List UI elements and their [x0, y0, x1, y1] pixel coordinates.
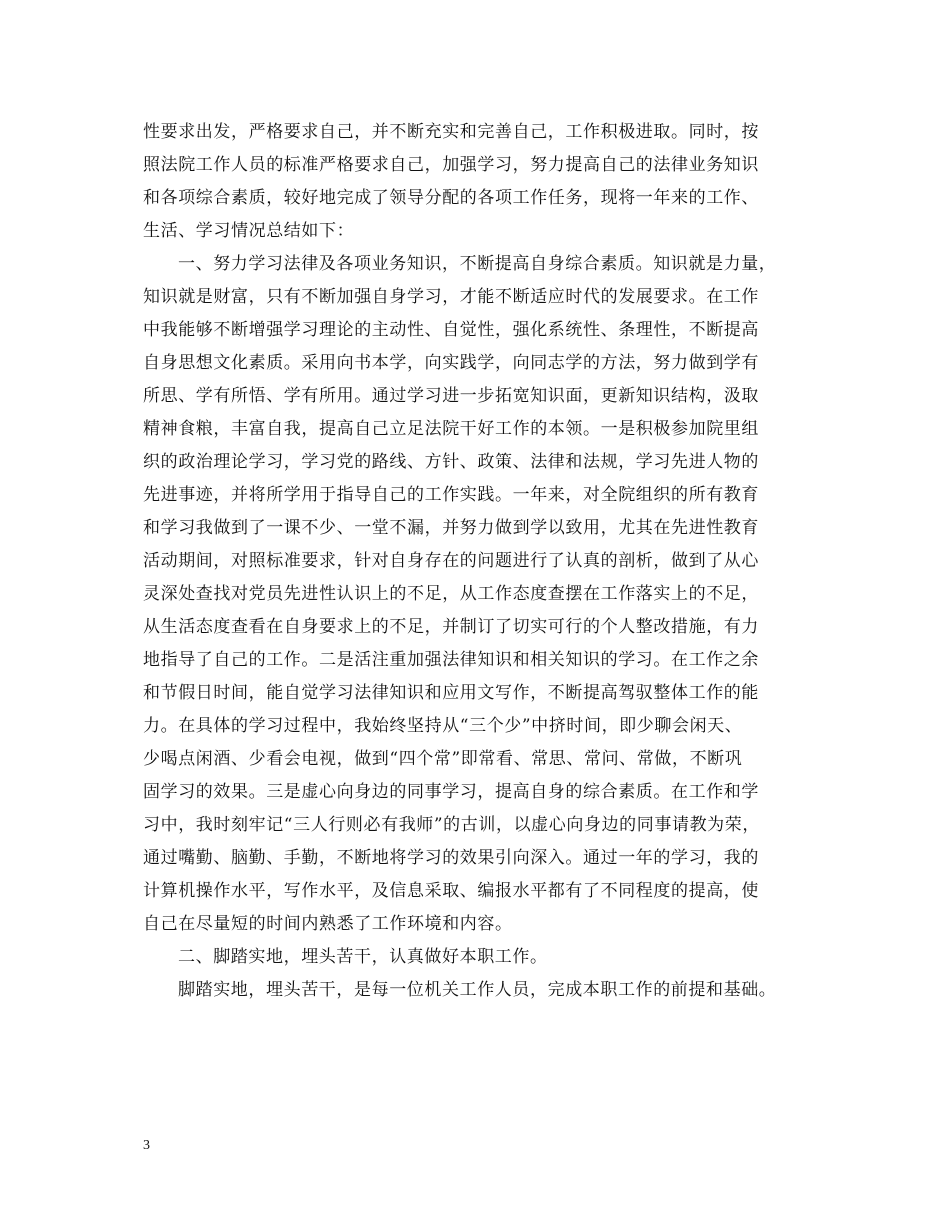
text-line: 二、脚踏实地，埋头苦干，认真做好本职工作。: [178, 947, 548, 967]
text-line: 照法院工作人员的标准严格要求自己，加强学习，努力提高自己的法律业务知识: [143, 155, 759, 175]
text-line: 和节假日时间，能自觉学习法律知识和应用文写作，不断提高驾驭整体工作的能: [143, 683, 759, 703]
text-line: 织的政治理论学习，学习党的路线、方针、政策、法律和法规，学习先进人物的: [143, 452, 759, 472]
text-line: 自己在尽量短的时间内熟悉了工作环境和内容。: [143, 914, 513, 934]
text-line: 精神食粮，丰富自我，提高自己立足法院干好工作的本领。一是积极参加院里组: [143, 419, 759, 439]
text-line: 从生活态度查看在自身要求上的不足，并制订了切实可行的个人整改措施，有力: [143, 617, 759, 637]
page-number: 3: [143, 1138, 150, 1153]
text-line: 所思、学有所悟、学有所用。通过学习进一步拓宽知识面，更新知识结构，汲取: [143, 386, 759, 406]
text-line: 中我能够不断增强学习理论的主动性、自觉性，强化系统性、条理性，不断提高: [143, 320, 759, 340]
text-line: 习中，我时刻牢记“三人行则必有我师”的古训，以虚心向身边的同事请教为荣，: [143, 815, 760, 835]
text-line: 力。在具体的学习过程中，我始终坚持从“三个少”中挤时间，即少聊会闲天、: [143, 716, 743, 736]
text-line: 脚踏实地，埋头苦干，是每一位机关工作人员，完成本职工作的前提和基础。: [178, 980, 777, 1000]
text-line: 生活、学习情况总结如下：: [143, 221, 355, 241]
text-line: 一、努力学习法律及各项业务知识，不断提高自身综合素质。知识就是力量，: [178, 254, 777, 274]
text-line: 先进事迹，并将所学用于指导自己的工作实践。一年来，对全院组织的所有教育: [143, 485, 759, 505]
text-line: 少喝点闲酒、少看会电视，做到“四个常”即常看、常思、常问、常做，不断巩: [143, 749, 743, 769]
text-line: 通过嘴勤、脑勤、手勤，不断地将学习的效果引向深入。通过一年的学习，我的: [143, 848, 759, 868]
text-line: 和学习我做到了一课不少、一堂不漏，并努力做到学以致用，尤其在先进性教育: [143, 518, 759, 538]
text-line: 活动期间，对照标准要求，针对自身存在的问题进行了认真的剖析，做到了从心: [143, 551, 759, 571]
text-line: 灵深处查找对党员先进性认识上的不足，从工作态度查摆在工作落实上的不足，: [143, 584, 759, 604]
text-line: 知识就是财富，只有不断加强自身学习，才能不断适应时代的发展要求。在工作: [143, 287, 759, 307]
text-line: 自身思想文化素质。采用向书本学，向实践学，向同志学的方法，努力做到学有: [143, 353, 759, 373]
text-line: 地指导了自己的工作。二是活注重加强法律知识和相关知识的学习。在工作之余: [143, 650, 759, 670]
text-line: 计算机操作水平，写作水平，及信息采取、编报水平都有了不同程度的提高，使: [143, 881, 759, 901]
text-line: 固学习的效果。三是虚心向身边的同事学习，提高自身的综合素质。在工作和学: [143, 782, 759, 802]
document-body: [143, 116, 823, 1007]
text-line: 和各项综合素质，较好地完成了领导分配的各项工作任务，现将一年来的工作、: [143, 188, 759, 208]
text-line: 性要求出发，严格要求自己，并不断充实和完善自己，工作积极进取。同时，按: [143, 122, 759, 142]
